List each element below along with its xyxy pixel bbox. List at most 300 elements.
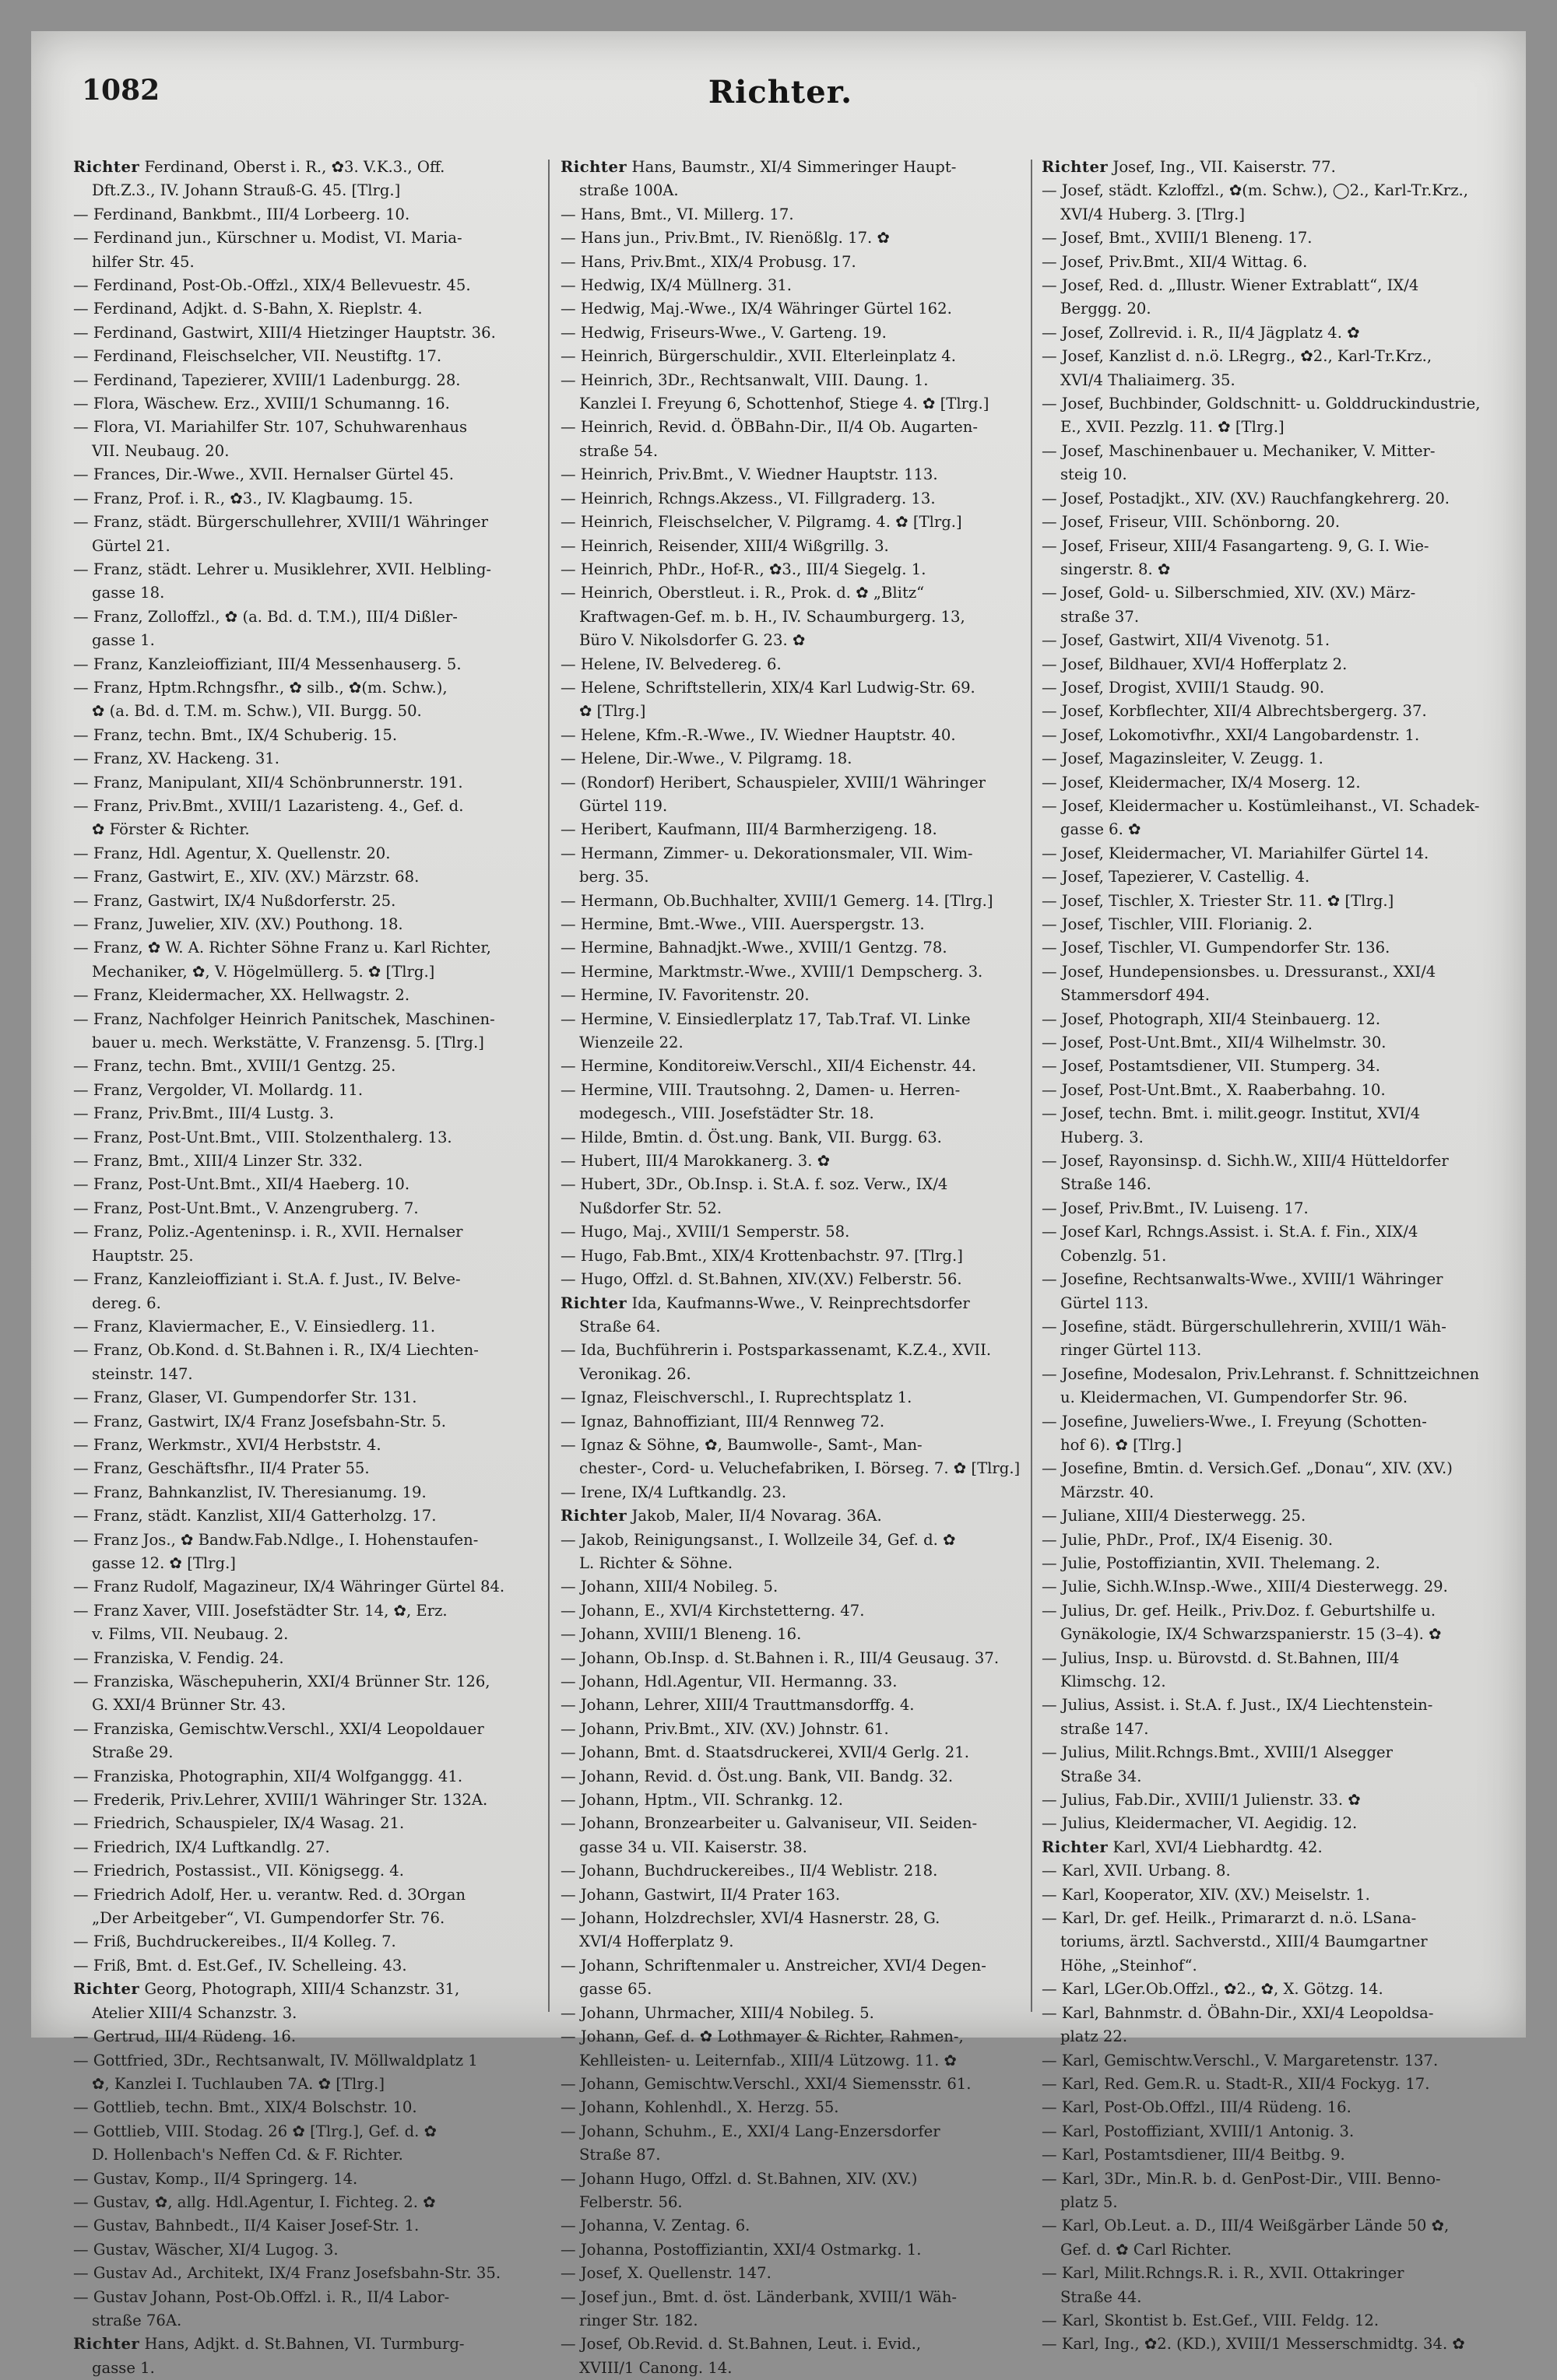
entry-continuation: Gürtel 113. [1060,1294,1149,1312]
entry-continuation: Klimschg. 12. [1060,1673,1166,1690]
directory-entry: — Franz, Vergolder, VI. Mollardg. 11. [73,1080,364,1099]
directory-entry: — Ida, Buchführerin i. Postsparkassenamt, K.Z.4., XVII. [561,1341,992,1360]
directory-entry: — Frederik, Priv.Lehrer, XVIII/1 Währinger Str. 132A. [73,1791,488,1810]
entry-continuation: berg. 35. [579,868,649,886]
directory-entry: — Hans, Bmt., VI. Millerg. 17. [561,205,794,223]
column-1 [73,156,534,2377]
entry-continuation: Stammersdorf 494. [1060,986,1210,1005]
surname: Richter [561,1507,627,1525]
entry-text: Ida, Kaufmanns-Wwe., V. Reinprechtsdorfer [627,1294,970,1312]
directory-entry: — Josef, Red. d. „Illustr. Wiener Extrablatt“, IX/4 [1042,276,1419,295]
directory-entry: — Josef, Zollrevid. i. R., II/4 Jägplatz 4. ✿ [1042,323,1360,342]
directory-entry: — Frances, Dir.-Wwe., XVII. Hernalser Gürtel 45. [73,465,454,484]
directory-entry: — Josef, Kanzlist d. n.ö. LRegrg., ✿2., Karl-Tr.Krz., [1042,347,1432,366]
entry-continuation: Kraftwagen-Gef. m. b. H., IV. Schaumburgerg. 13, [579,607,965,626]
entry-heading [561,1292,1021,1315]
directory-entry: — Franz, Post-Unt.Bmt., VIII. Stolzenthalerg. 13. [73,1128,452,1146]
directory-entry: — Hermine, Bmt.-Wwe., VIII. Auerspergstr. 13. [561,915,925,933]
directory-entry: — Julius, Assist. i. St.A. f. Just., IX/4 Liechtenstein- [1042,1696,1433,1715]
directory-entry: — (Rondorf) Heribert, Schauspieler, XVIII/1 Währinger [561,773,986,792]
directory-entry: — Johann, Gef. d. ✿ Lothmayer & Richter, Rahmen-, [561,2027,964,2046]
directory-entry: — Hubert, III/4 Marokkanerg. 3. ✿ [561,1152,831,1171]
directory-entry: — Josef, Postadjkt., XIV. (XV.) Rauchfangkehrerg. 20. [1042,489,1450,507]
entry-continuation: straße 37. [1060,607,1140,626]
directory-entry: — Josef, Drogist, XVIII/1 Staudg. 90. [1042,678,1325,697]
directory-entry: — Gottlieb, VIII. Stodag. 26 ✿ [Tlrg.], Gef. d. ✿ [73,2122,437,2140]
entry-heading [1042,156,1503,179]
directory-entry: — Franz, Manipulant, XII/4 Schönbrunnerstr. 191. [73,773,463,792]
directory-entry: — Karl, 3Dr., Min.R. b. d. GenPost-Dir., VIII. Benno- [1042,2169,1441,2188]
directory-entry: — Juliane, XIII/4 Diesterwegg. 25. [1042,1507,1306,1525]
directory-entry: — Johanna, Postoffiziantin, XXI/4 Ostmarkg. 1. [561,2240,922,2259]
entry-continuation: toriums, ärztl. Sachverstd., XIII/4 Baumgartner [1060,1932,1428,1951]
directory-entry: — Johann, Ob.Insp. d. St.Bahnen i. R., III/4 Geusaug. 37. [561,1648,1000,1667]
directory-entry: — Johann, Hdl.Agentur, VII. Hermanng. 33. [561,1673,898,1690]
directory-entry: — Hermine, VIII. Trautsohng. 2, Damen- u. Herren- [561,1080,961,1099]
directory-entry: — Johann, Schriftenmaler u. Anstreicher, XVI/4 Degen- [561,1956,986,1975]
entry-continuation: gasse 65. [579,1980,652,1999]
directory-entry: — Josefine, Rechtsanwalts-Wwe., XVIII/1 Währinger [1042,1270,1443,1289]
entry-continuation: Gynäkologie, IX/4 Schwarzspanierstr. 15 (3–4). ✿ [1060,1625,1442,1644]
directory-entry: — Johann, Bmt. d. Staatsdruckerei, XVII/4 Gerlg. 21. [561,1743,969,1762]
directory-entry: — Hans jun., Priv.Bmt., IV. Rienößlg. 17. ✿ [561,229,890,247]
entry-continuation: Kehlleisten- u. Leiternfab., XIII/4 Lützowg. 11. ✿ [579,2051,957,2069]
surname: Richter [73,1980,140,1999]
directory-entry: — Josef Karl, Rchngs.Assist. i. St.A. f. Fin., XIX/4 [1042,1223,1418,1241]
entry-continuation: Hauptstr. 25. [92,1246,194,1265]
directory-entry: — Franz Jos., ✿ Bandw.Fab.Ndlge., I. Hohenstaufen- [73,1530,479,1549]
entry-continuation: Straße 29. [92,1743,174,1762]
running-head: Richter. [708,74,853,111]
entry-continuation: Huberg. 3. [1060,1128,1144,1146]
directory-entry: — Julius, Milit.Rchngs.Bmt., XVIII/1 Alsegger [1042,1743,1393,1762]
directory-entry: — Ferdinand, Adjkt. d. S-Bahn, X. Rieplstr. 4. [73,300,423,318]
directory-entry: — Flora, Wäschew. Erz., XVIII/1 Schumanng. 16. [73,395,450,413]
directory-entry: — Josef, Ob.Revid. d. St.Bahnen, Leut. i. Evid., [561,2335,922,2354]
directory-entry: — Julius, Dr. gef. Heilk., Priv.Doz. f. Geburtshilfe u. [1042,1601,1436,1620]
directory-entry: — Josef, Gold- u. Silberschmied, XIV. (XV.) März- [1042,584,1416,602]
entry-continuation: XVI/4 Thaliaimerg. 35. [1060,370,1235,389]
entry-continuation: straße 100A. [579,181,679,200]
directory-entry: — Johann, Hptm., VII. Schrankg. 12. [561,1791,844,1810]
directory-entry: — Josef, Kleidermacher, VI. Mariahilfer Gürtel 14. [1042,844,1429,862]
entry-continuation: „Der Arbeitgeber“, VI. Gumpendorfer Str. 76. [92,1909,445,1928]
directory-entry: — Karl, Postamtsdiener, III/4 Beitbg. 9. [1042,2146,1345,2164]
entry-continuation: Atelier XIII/4 Schanzstr. 3. [92,2003,297,2022]
directory-entry: — Ferdinand, Fleischselcher, VII. Neustiftg. 17. [73,347,442,366]
directory-entry: — Heinrich, 3Dr., Rechtsanwalt, VIII. Daung. 1. [561,370,929,389]
directory-entry: — Hilde, Bmtin. d. Öst.ung. Bank, VII. Burgg. 63. [561,1128,942,1146]
entry-text: Jakob, Maler, II/4 Novarag. 36A. [627,1507,882,1525]
directory-entry: — Karl, Kooperator, XIV. (XV.) Meiselstr. 1. [1042,1885,1370,1904]
directory-entry: — Josef, Priv.Bmt., XII/4 Wittag. 6. [1042,252,1308,271]
directory-entry: — Flora, VI. Mariahilfer Str. 107, Schuhwarenhaus [73,418,468,437]
directory-entry: — Heinrich, Priv.Bmt., V. Wiedner Hauptstr. 113. [561,465,938,484]
directory-entry: — Josef, Korbflechter, XII/4 Albrechtsbergerg. 37. [1042,702,1427,721]
entry-heading [73,2333,534,2356]
directory-entry: — Franz, Hdl. Agentur, X. Quellenstr. 20. [73,844,391,862]
directory-entry: — Karl, Bahnmstr. d. ÖBahn-Dir., XXI/4 Leopoldsa- [1042,2003,1434,2022]
directory-entry: — Johann, E., XVI/4 Kirchstetterng. 47. [561,1601,865,1620]
directory-entry: — Julius, Kleidermacher, VI. Aegidig. 12. [1042,1814,1358,1833]
directory-entry: — Ferdinand, Bankbmt., III/4 Lorbeerg. 10. [73,205,410,223]
entry-continuation: platz 22. [1060,2027,1128,2046]
directory-entry: — Franz, Nachfolger Heinrich Panitschek, Maschinen- [73,1009,495,1028]
directory-entry: — Franz, Hptm.Rchngsfhr., ✿ silb., ✿(m. Schw.), [73,678,448,697]
directory-entry: — Johann, Gastwirt, II/4 Prater 163. [561,1885,841,1904]
directory-entry: — Ignaz & Söhne, ✿, Baumwolle-, Samt-, Man- [561,1435,923,1454]
directory-entry: — Franz, städt. Lehrer u. Musiklehrer, XVII. Helbling- [73,560,492,578]
column-3 [1042,156,1503,2354]
entry-continuation: gasse 34 u. VII. Kaiserstr. 38. [579,1838,807,1856]
directory-entry: — Ferdinand, Gastwirt, XIII/4 Hietzinger Hauptstr. 36. [73,323,496,342]
directory-entry: — Johann Hugo, Offzl. d. St.Bahnen, XIV. (XV.) [561,2169,918,2188]
directory-entry: — Franz, Kanzleioffiziant, III/4 Messenhauserg. 5. [73,655,462,673]
directory-entry: — Johann, XVIII/1 Bleneng. 16. [561,1625,802,1644]
directory-entry: — Helene, Dir.-Wwe., V. Pilgramg. 18. [561,749,852,768]
directory-entry: — Gustav, Bahnbedt., II/4 Kaiser Josef-Str. 1. [73,2217,420,2235]
directory-entry: — Franz, Prof. i. R., ✿3., IV. Klagbaumg. 15. [73,489,413,507]
entry-continuation: Berggg. 20. [1060,300,1151,318]
directory-entry: — Franz, Geschäftsfhr., II/4 Prater 55. [73,1459,370,1478]
directory-entry: — Gottlieb, techn. Bmt., XIX/4 Bolschstr. 10. [73,2098,417,2117]
directory-entry: — Hermine, V. Einsiedlerplatz 17, Tab.Traf. VI. Linke [561,1009,971,1028]
directory-entry: — Franz, Klaviermacher, E., V. Einsiedlerg. 11. [73,1317,436,1336]
entry-continuation: straße 76A. [92,2311,182,2329]
directory-entry: — Franz, Glaser, VI. Gumpendorfer Str. 131. [73,1388,417,1407]
directory-entry: — Josef, städt. Kzloffzl., ✿(m. Schw.), ◯2., Karl-Tr.Krz., [1042,181,1468,200]
directory-entry: — Josef, Magazinsleiter, V. Zeugg. 1. [1042,749,1323,768]
directory-entry: — Jakob, Reinigungsanst., I. Wollzeile 34, Gef. d. ✿ [561,1530,956,1549]
entry-continuation: ringer Str. 182. [579,2311,698,2329]
directory-entry: — Franz, Priv.Bmt., XVIII/1 Lazaristeng. 4., Gef. d. [73,796,464,815]
directory-entry: — Franz, Werkmstr., XVI/4 Herbststr. 4. [73,1435,381,1454]
directory-entry: — Hubert, 3Dr., Ob.Insp. i. St.A. f. soz. Verw., IX/4 [561,1175,948,1194]
entry-continuation: Nußdorfer Str. 52. [579,1199,722,1217]
directory-entry: — Josef, Friseur, XIII/4 Fasangarteng. 9, G. I. Wie- [1042,536,1429,555]
entry-heading [73,156,534,179]
entry-continuation: ✿ Förster & Richter. [92,820,250,839]
directory-entry: — Josef, Bildhauer, XVI/4 Hofferplatz 2. [1042,655,1348,673]
directory-entry: — Heinrich, PhDr., Hof-R., ✿3., III/4 Siegelg. 1. [561,560,926,578]
directory-entry: — Ignaz, Bahnoffiziant, III/4 Rennweg 72. [561,1412,885,1430]
entry-continuation: Straße 64. [579,1317,661,1336]
directory-entry: — Josef, Postamtsdiener, VII. Stumperg. 34. [1042,1057,1380,1076]
directory-entry: — Josef, Tischler, VI. Gumpendorfer Str. 136. [1042,939,1390,957]
entry-continuation: Wienzeile 22. [579,1034,684,1052]
directory-entry: — Johann, XIII/4 Nobileg. 5. [561,1578,778,1596]
directory-entry: — Josef, Post-Unt.Bmt., X. Raaberbahng. 10. [1042,1080,1386,1099]
column-rule-1 [548,160,550,2012]
entry-continuation: ✿ (a. Bd. d. T.M. m. Schw.), VII. Burgg. 50. [92,702,422,721]
directory-entry: — Gustav, ✿, allg. Hdl.Agentur, I. Fichteg. 2. ✿ [73,2192,436,2211]
directory-entry: — Karl, XVII. Urbang. 8. [1042,1862,1231,1880]
directory-entry: — Julius, Insp. u. Bürovstd. d. St.Bahnen, III/4 [1042,1648,1400,1667]
directory-entry: — Hermann, Zimmer- u. Dekorationsmaler, VII. Wim- [561,844,973,862]
entry-continuation: Gef. d. ✿ Carl Richter. [1060,2240,1232,2259]
directory-entry: — Hermine, IV. Favoritenstr. 20. [561,986,810,1005]
directory-entry: — Josef, Gastwirt, XII/4 Vivenotg. 51. [1042,631,1330,650]
directory-entry: — Irene, IX/4 Luftkandlg. 23. [561,1483,787,1501]
directory-entry: — Karl, Post-Ob.Offzl., III/4 Rüdeng. 16. [1042,2098,1351,2117]
directory-entry: — Hedwig, Maj.-Wwe., IX/4 Währinger Gürtel 162. [561,300,952,318]
directory-entry: — Franz, Poliz.-Agenteninsp. i. R., XVII. Hernalser [73,1223,463,1241]
directory-entry: — Julie, Sichh.W.Insp.-Wwe., XIII/4 Diesterwegg. 29. [1042,1578,1448,1596]
directory-entry: — Heinrich, Fleischselcher, V. Pilgramg. 4. ✿ [Tlrg.] [561,513,962,532]
entry-continuation: modegesch., VIII. Josefstädter Str. 18. [579,1104,874,1123]
entry-continuation: Kanzlei I. Freyung 6, Schottenhof, Stiege 4. ✿ [Tlrg.] [579,395,989,413]
entry-continuation: chester-, Cord- u. Veluchefabriken, I. Börseg. 7. ✿ [Tlrg.] [579,1459,1021,1478]
entry-continuation: ✿, Kanzlei I. Tuchlauben 7A. ✿ [Tlrg.] [92,2074,385,2093]
directory-entry: — Johann, Gemischtw.Verschl., XXI/4 Siemensstr. 61. [561,2074,972,2093]
directory-entry: — Johann, Bronzearbeiter u. Galvaniseur, VII. Seiden- [561,1814,978,1833]
directory-entry: — Franz, Juwelier, XIV. (XV.) Pouthong. 18. [73,915,403,933]
directory-entry: — Franz Rudolf, Magazineur, IX/4 Währinger Gürtel 84. [73,1578,505,1596]
directory-entry: — Karl, Red. Gem.R. u. Stadt-R., XII/4 Fockyg. 17. [1042,2074,1430,2093]
entry-continuation: E., XVII. Pezzlg. 11. ✿ [Tlrg.] [1060,418,1285,437]
directory-entry: — Josef, Post-Unt.Bmt., XII/4 Wilhelmstr. 30. [1042,1034,1387,1052]
directory-entry: — Ferdinand, Tapezierer, XVIII/1 Ladenburgg. 28. [73,370,461,389]
entry-continuation: platz 5. [1060,2192,1118,2211]
surname: Richter [561,158,627,176]
directory-entry: — Friedrich Adolf, Her. u. verantw. Red. d. 3Organ [73,1885,466,1904]
column-rule-2 [1031,160,1032,2012]
directory-entry: — Franz, Gastwirt, IX/4 Nußdorferstr. 25. [73,891,396,910]
directory-entry: — Hugo, Maj., XVIII/1 Semperstr. 58. [561,1223,850,1241]
directory-entry: — Ferdinand, Post-Ob.-Offzl., XIX/4 Bellevuestr. 45. [73,276,471,295]
surname: Richter [1042,158,1109,176]
directory-entry: — Hermine, Marktmstr.-Wwe., XVIII/1 Dempscherg. 3. [561,962,983,981]
directory-entry: — Franz Xaver, VIII. Josefstädter Str. 14, ✿, Erz. [73,1601,448,1620]
entry-continuation: singerstr. 8. ✿ [1060,560,1171,578]
directory-entry: — Helene, Kfm.-R.-Wwe., IV. Wiedner Hauptstr. 40. [561,725,956,744]
directory-entry: — Karl, LGer.Ob.Offzl., ✿2., ✿, X. Götzg. 14. [1042,1980,1383,1999]
directory-entry: — Gertrud, III/4 Rüdeng. 16. [73,2027,297,2046]
directory-entry: — Franz, Kleidermacher, XX. Hellwagstr. 2. [73,986,410,1005]
directory-entry: — Franz, Bmt., XIII/4 Linzer Str. 332. [73,1152,363,1171]
directory-entry: — Johanna, V. Zentag. 6. [561,2217,750,2235]
directory-entry: — Franz, Gastwirt, E., XIV. (XV.) Märzstr. 68. [73,868,420,886]
directory-entry: — Franz, Zolloffzl., ✿ (a. Bd. d. T.M.), III/4 Dißler- [73,607,458,626]
entry-heading [561,1504,1021,1528]
directory-entry: — Josef, techn. Bmt. i. milit.geogr. Institut, XVI/4 [1042,1104,1421,1123]
directory-entry: — Johann, Kohlenhdl., X. Herzg. 55. [561,2098,839,2117]
directory-entry: — Franziska, Gemischtw.Verschl., XXI/4 Leopoldauer [73,1719,484,1738]
directory-entry: — Franz, Kanzleioffiziant i. St.A. f. Just., IV. Belve- [73,1270,461,1289]
directory-entry: — Franz, Bahnkanzlist, IV. Theresianumg. 19. [73,1483,427,1501]
directory-entry: — Karl, Gemischtw.Verschl., V. Margaretenstr. 137. [1042,2051,1439,2069]
directory-entry: — Johann, Buchdruckereibes., II/4 Weblistr. 218. [561,1862,938,1880]
entry-continuation: Gürtel 119. [579,796,668,815]
directory-entry: — Josef, Tischler, VIII. Florianig. 2. [1042,915,1313,933]
directory-entry: — Julius, Fab.Dir., XVIII/1 Julienstr. 33. ✿ [1042,1791,1361,1810]
entry-continuation: Felberstr. 56. [579,2192,683,2211]
directory-entry: — Friß, Bmt. d. Est.Gef., IV. Schelleing. 43. [73,1956,407,1975]
directory-entry: — Johann, Lehrer, XIII/4 Trauttmansdorffg. 4. [561,1696,915,1715]
entry-continuation: ringer Gürtel 113. [1060,1341,1202,1360]
entry-continuation: hilfer Str. 45. [92,252,195,271]
entry-continuation: v. Films, VII. Neubaug. 2. [92,1625,289,1644]
directory-entry: — Josef, Kleidermacher, IX/4 Moserg. 12. [1042,773,1361,792]
directory-entry: — Franz, Ob.Kond. d. St.Bahnen i. R., IX/4 Liechten- [73,1341,479,1360]
directory-entry: — Franz, städt. Kanzlist, XII/4 Gatterholzg. 17. [73,1507,437,1525]
surname: Richter [561,1294,627,1312]
entry-continuation: dereg. 6. [92,1294,161,1312]
entry-text: Karl, XVI/4 Liebhardtg. 42. [1108,1838,1323,1856]
directory-entry: — Hugo, Offzl. d. St.Bahnen, XIV.(XV.) Felberstr. 56. [561,1270,962,1289]
entry-continuation: Straße 146. [1060,1175,1151,1194]
directory-entry: — Josef, Priv.Bmt., IV. Luiseng. 17. [1042,1199,1309,1217]
directory-entry: — Friedrich, Postassist., VII. Königsegg. 4. [73,1862,404,1880]
entry-text: Hans, Baumstr., XI/4 Simmeringer Haupt- [627,158,957,176]
entry-continuation: gasse 12. ✿ [Tlrg.] [92,1553,236,1572]
directory-entry: — Johann, Schuhm., E., XXI/4 Lang-Enzersdorfer [561,2122,940,2140]
entry-continuation: Cobenzlg. 51. [1060,1246,1167,1265]
directory-entry: — Franziska, V. Fendig. 24. [73,1648,284,1667]
directory-entry: — Josef, Kleidermacher u. Kostümleihanst., VI. Schadek- [1042,796,1480,815]
directory-entry: — Hermine, Bahnadjkt.-Wwe., XVIII/1 Gentzg. 78. [561,939,947,957]
directory-entry: — Franz, techn. Bmt., IX/4 Schuberig. 15. [73,725,398,744]
directory-entry: — Friedrich, Schauspieler, IX/4 Wasag. 21. [73,1814,405,1833]
directory-entry: — Franz, städt. Bürgerschullehrer, XVIII/1 Währinger [73,513,488,532]
entry-continuation: gasse 1. [92,2358,155,2377]
directory-entry: — Johann, Holzdrechsler, XVI/4 Hasnerstr. 28, G. [561,1909,940,1928]
entry-text: Josef, Ing., VII. Kaiserstr. 77. [1108,158,1336,176]
directory-entry: — Hermann, Ob.Buchhalter, XVIII/1 Gemerg. 14. [Tlrg.] [561,891,993,910]
column-2 [561,156,1021,2377]
directory-entry: — Josef, Lokomotivfhr., XXI/4 Langobardenstr. 1. [1042,725,1420,744]
entry-continuation: gasse 6. ✿ [1060,820,1141,839]
entry-continuation: u. Kleidermachen, VI. Gumpendorfer Str. 96. [1060,1388,1408,1407]
directory-entry: — Josef jun., Bmt. d. öst. Länderbank, XVIII/1 Wäh- [561,2287,958,2306]
directory-entry: — Karl, Dr. gef. Heilk., Primararzt d. n.ö. LSana- [1042,1909,1417,1928]
directory-entry: — Friß, Buchdruckereibes., II/4 Kolleg. 7. [73,1932,396,1951]
directory-entry: — Julie, PhDr., Prof., IX/4 Eisenig. 30. [1042,1530,1334,1549]
entry-continuation: Straße 87. [579,2146,661,2164]
directory-entry: — Josef, Photograph, XII/4 Steinbauerg. 12. [1042,1009,1381,1028]
entry-continuation: D. Hollenbach's Neffen Cd. & F. Richter. [92,2146,403,2164]
directory-entry: — Franz, Post-Unt.Bmt., V. Anzengruberg. 7. [73,1199,419,1217]
entry-continuation: Dft.Z.3., IV. Johann Strauß-G. 45. [Tlrg.] [92,181,401,200]
entry-continuation: XVI/4 Hofferplatz 9. [579,1932,734,1951]
entry-text: Hans, Adjkt. d. St.Bahnen, VI. Turmburg- [139,2335,465,2354]
entry-heading [73,1978,534,2001]
directory-entry: — Franz, XV. Hackeng. 31. [73,749,279,768]
directory-entry: — Heinrich, Reisender, XIII/4 Wißgrillg. 3. [561,536,889,555]
entry-heading [1042,1836,1503,1859]
entry-continuation: Märzstr. 40. [1060,1483,1155,1501]
directory-entry: — Franz, ✿ W. A. Richter Söhne Franz u. Karl Richter, [73,939,491,957]
directory-entry: — Hermine, Konditoreiw.Verschl., XII/4 Eichenstr. 44. [561,1057,977,1076]
directory-entry: — Gustav Ad., Architekt, IX/4 Franz Josefsbahn-Str. 35. [73,2264,501,2283]
directory-entry: — Franz, techn. Bmt., XVIII/1 Gentzg. 25. [73,1057,396,1076]
entry-continuation: Mechaniker, ✿, V. Högelmüllerg. 5. ✿ [Tlrg.] [92,962,435,981]
entry-continuation: Büro V. Nikolsdorfer G. 23. ✿ [579,631,806,650]
entry-continuation: Gürtel 21. [92,536,170,555]
directory-entry: — Hedwig, Friseurs-Wwe., V. Garteng. 19. [561,323,887,342]
directory-entry: — Heinrich, Oberstleut. i. R., Prok. d. ✿ „Blitz“ [561,584,925,602]
directory-entry: — Josef, Hundepensionsbes. u. Dressuranst., XXI/4 [1042,962,1436,981]
directory-entry: — Franz, Gastwirt, IX/4 Franz Josefsbahn-Str. 5. [73,1412,447,1430]
directory-entry: — Heinrich, Revid. d. ÖBBahn-Dir., II/4 Ob. Augarten- [561,418,978,437]
directory-entry: — Johann, Uhrmacher, XIII/4 Nobileg. 5. [561,2003,874,2022]
entry-continuation: Höhe, „Steinhof“. [1060,1956,1197,1975]
directory-entry: — Josef, Maschinenbauer u. Mechaniker, V. Mitter- [1042,441,1436,460]
entry-continuation: Straße 34. [1060,1767,1142,1785]
entry-continuation: L. Richter & Söhne. [579,1553,733,1572]
directory-page [31,31,1526,2377]
page-number: 1082 [82,74,160,107]
entry-text: Georg, Photograph, XIII/4 Schanzstr. 31, [139,1980,460,1999]
entry-text: Ferdinand, Oberst i. R., ✿3. V.K.3., Off. [139,158,445,176]
directory-entry: — Karl, Ob.Leut. a. D., III/4 Weißgärber Lände 50 ✿, [1042,2217,1450,2235]
surname: Richter [73,2335,140,2354]
directory-entry: — Helene, Schriftstellerin, XIX/4 Karl Ludwig-Str. 69. [561,678,975,697]
directory-entry: — Heinrich, Bürgerschuldir., XVII. Elterleinplatz 4. [561,347,957,366]
entry-continuation: VII. Neubaug. 20. [92,441,230,460]
entry-continuation: steinstr. 147. [92,1364,193,1383]
directory-entry: — Josefine, städt. Bürgerschullehrerin, XVIII/1 Wäh- [1042,1317,1446,1336]
entry-continuation: gasse 1. [92,631,155,650]
entry-continuation: Veronikag. 26. [579,1364,691,1383]
directory-entry: — Franz, Post-Unt.Bmt., XII/4 Haeberg. 10. [73,1175,410,1194]
page-header [82,74,1479,121]
directory-entry: — Helene, IV. Belvedereg. 6. [561,655,782,673]
entry-heading [561,156,1021,179]
directory-entry: — Gustav, Wäscher, XI/4 Lugog. 3. [73,2240,339,2259]
entry-continuation: straße 54. [579,441,659,460]
directory-entry: — Hans, Priv.Bmt., XIX/4 Probusg. 17. [561,252,856,271]
directory-entry: — Karl, Postoffiziant, XVIII/1 Antonig. 3. [1042,2122,1355,2140]
directory-entry: — Karl, Skontist b. Est.Gef., VIII. Feldg. 12. [1042,2311,1380,2329]
entry-continuation: ✿ [Tlrg.] [579,702,646,721]
directory-entry: — Franz, Priv.Bmt., III/4 Lustg. 3. [73,1104,334,1123]
entry-continuation: hof 6). ✿ [Tlrg.] [1060,1435,1182,1454]
entry-continuation: bauer u. mech. Werkstätte, V. Franzensg. 5. [Tlrg.] [92,1034,484,1052]
directory-entry: — Hedwig, IX/4 Müllnerg. 31. [561,276,793,295]
directory-entry: — Josefine, Modesalon, Priv.Lehranst. f. Schnittzeichnen [1042,1364,1480,1383]
directory-entry: — Ferdinand jun., Kürschner u. Modist, VI. Maria- [73,229,462,247]
directory-entry: — Gottfried, 3Dr., Rechtsanwalt, IV. Möllwaldplatz 1 [73,2051,478,2069]
entry-continuation: straße 147. [1060,1719,1149,1738]
directory-entry: — Friedrich, IX/4 Luftkandlg. 27. [73,1838,330,1856]
directory-entry: — Josef, Friseur, VIII. Schönborng. 20. [1042,513,1341,532]
directory-entry: — Karl, Milit.Rchngs.R. i. R., XVII. Ottakringer [1042,2264,1404,2283]
directory-entry: — Gustav Johann, Post-Ob.Offzl. i. R., II/4 Labor- [73,2287,450,2306]
directory-entry: — Gustav, Komp., II/4 Springerg. 14. [73,2169,358,2188]
surname: Richter [73,158,140,176]
directory-entry: — Josef, Tischler, X. Triester Str. 11. ✿ [Tlrg.] [1042,891,1394,910]
directory-entry: — Johann, Priv.Bmt., XIV. (XV.) Johnstr. 61. [561,1719,889,1738]
directory-entry: — Karl, Ing., ✿2. (KD.), XVIII/1 Messerschmidtg. 34. ✿ [1042,2335,1465,2354]
entry-continuation: G. XXI/4 Brünner Str. 43. [92,1696,286,1715]
entry-continuation: XVIII/1 Canong. 14. [579,2358,733,2377]
directory-entry: — Josef, X. Quellenstr. 147. [561,2264,771,2283]
entry-continuation: steig 10. [1060,465,1127,484]
directory-entry: — Josef, Rayonsinsp. d. Sichh.W., XIII/4 Hütteldorfer [1042,1152,1449,1171]
directory-entry: — Franziska, Photographin, XII/4 Wolfganggg. 41. [73,1767,463,1785]
directory-entry: — Heribert, Kaufmann, III/4 Barmherzigeng. 18. [561,820,937,839]
directory-entry: — Josef, Tapezierer, V. Castellig. 4. [1042,868,1310,886]
entry-continuation: gasse 18. [92,584,165,602]
directory-entry: — Ignaz, Fleischverschl., I. Ruprechtsplatz 1. [561,1388,912,1407]
surname: Richter [1042,1838,1109,1856]
directory-entry: — Josefine, Bmtin. d. Versich.Gef. „Donau“, XIV. (XV.) [1042,1459,1453,1478]
directory-entry: — Julie, Postoffiziantin, XVII. Thelemang. 2. [1042,1553,1380,1572]
directory-entry: — Hugo, Fab.Bmt., XIX/4 Krottenbachstr. 97. [Tlrg.] [561,1246,963,1265]
directory-entry: — Franziska, Wäschepuherin, XXI/4 Brünner Str. 126, [73,1673,490,1690]
directory-entry: — Josef, Buchbinder, Goldschnitt- u. Golddruckindustrie, [1042,395,1481,413]
